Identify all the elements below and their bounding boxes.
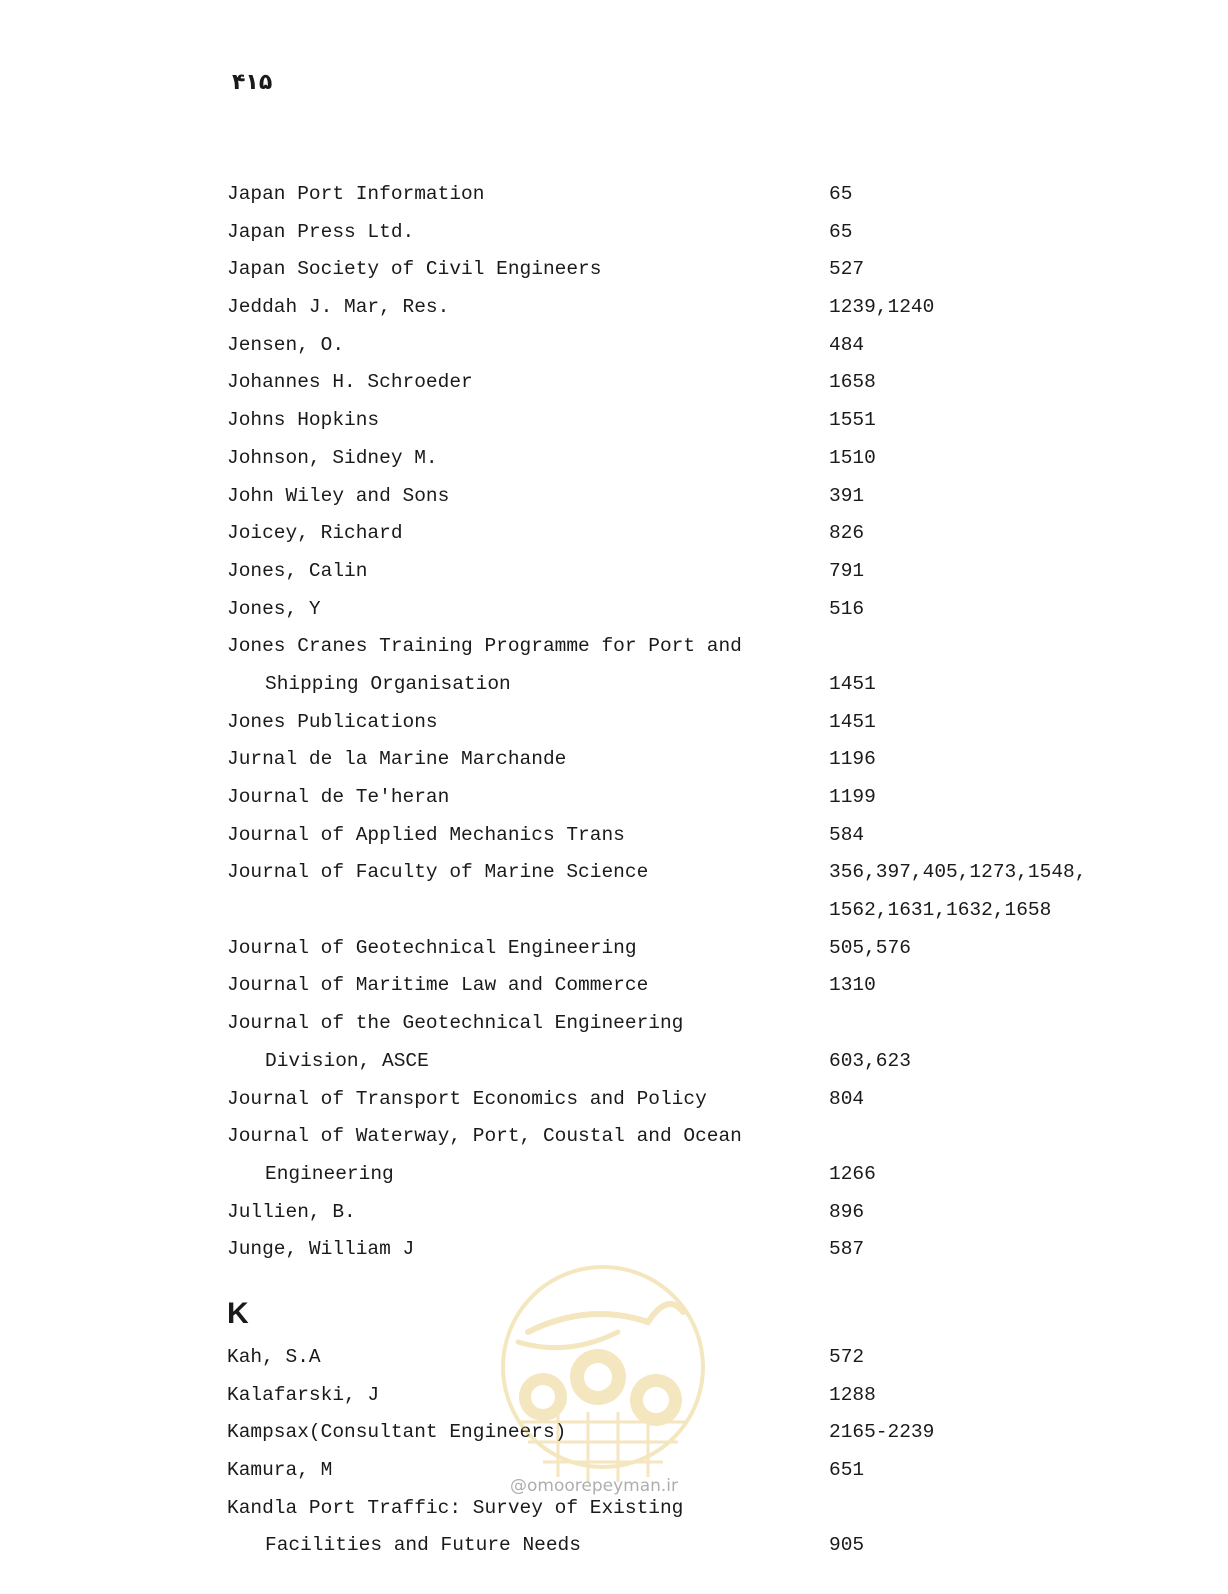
entry-pages: 651 (829, 1459, 865, 1481)
index-entry (227, 1081, 1147, 1119)
entry-name: Journal of Transport Economics and Policy (227, 1087, 707, 1110)
entry-pages: 804 (829, 1087, 865, 1110)
index-entry (227, 1339, 1147, 1377)
entry-name: Jones Cranes Training Programme for Port and (227, 635, 742, 658)
index-entry (227, 327, 1147, 365)
entry-name: Journal of Maritime Law and Commerce (227, 974, 649, 997)
index-entry (227, 591, 1147, 629)
index-entry (227, 1527, 1147, 1565)
entry-name: Jones, Calin (227, 559, 368, 582)
index-entry (227, 628, 1147, 666)
entry-pages: 356,397,405,1273,1548, (829, 861, 1087, 884)
index-entry (227, 854, 1147, 892)
entry-pages: 1199 (829, 786, 876, 808)
entry-pages: 505,576 (829, 936, 911, 959)
entry-name: Japan Press Ltd. (227, 220, 415, 243)
entry-name: Junge, William J (227, 1238, 415, 1261)
entry-pages: 1451 (829, 672, 876, 695)
entry-name: Johns Hopkins (227, 409, 380, 432)
entry-name: Journal of the Geotechnical Engineering (227, 1012, 684, 1035)
index-entry (227, 440, 1147, 478)
entry-pages: 572 (829, 1345, 865, 1368)
entry-pages: 826 (829, 522, 865, 545)
index-entry (227, 1377, 1147, 1415)
index-entry (227, 364, 1147, 402)
entry-pages: 527 (829, 258, 865, 281)
index-entry (227, 478, 1147, 516)
entry-name: Joicey, Richard (227, 522, 403, 545)
entry-pages: 791 (829, 559, 865, 582)
entry-pages: 1196 (829, 748, 876, 771)
section-heading-k: K (227, 1296, 249, 1330)
index-entry (227, 1194, 1147, 1232)
index-entry (227, 1414, 1147, 1452)
entry-pages: 2165-2239 (829, 1421, 935, 1444)
entry-pages: 65 (829, 183, 853, 205)
index-section-j (227, 176, 1147, 1269)
index-entry (227, 1043, 1147, 1081)
index-entry (227, 176, 1147, 214)
entry-pages: 1288 (829, 1383, 876, 1406)
entry-name: Kamura, M (227, 1459, 333, 1481)
entry-name: Engineering (265, 1162, 394, 1185)
entry-name: Kah, S.A (227, 1345, 321, 1368)
entry-name: Johannes H. Schroeder (227, 371, 473, 394)
entry-name: Journal de Te'heran (227, 786, 450, 808)
entry-name: Jullien, B. (227, 1200, 356, 1223)
entry-name: Jones Publications (227, 710, 438, 733)
index-entry (227, 402, 1147, 440)
index-entry (227, 1118, 1147, 1156)
entry-name: Journal of Waterway, Port, Coustal and Ocean (227, 1125, 742, 1148)
entry-name: Japan Society of Civil Engineers (227, 258, 602, 281)
entry-name: Facilities and Future Needs (265, 1534, 581, 1557)
entry-name: Jones, Y (227, 597, 321, 620)
index-entry (227, 289, 1147, 327)
entry-name: John Wiley and Sons (227, 484, 450, 507)
index-section-k (227, 1339, 1147, 1565)
page-number: ۴۱۵ (232, 70, 273, 95)
index-entry (227, 741, 1147, 779)
entry-name: Journal of Applied Mechanics Trans (227, 823, 625, 846)
entry-name: Kalafarski, J (227, 1383, 380, 1406)
entry-pages: 516 (829, 597, 865, 620)
index-entry (227, 1452, 1147, 1490)
entry-pages: 1266 (829, 1162, 876, 1185)
entry-pages: 587 (829, 1238, 865, 1261)
entry-pages: 391 (829, 484, 865, 507)
entry-pages: 1451 (829, 710, 876, 733)
index-entry (227, 892, 1147, 930)
entry-name: Kampsax(Consultant Engineers) (227, 1421, 567, 1444)
index-entry (227, 817, 1147, 855)
index-list (227, 176, 1147, 1565)
index-entry (227, 1005, 1147, 1043)
entry-pages: 1239,1240 (829, 296, 935, 319)
entry-pages: 1562,1631,1632,1658 (829, 899, 1052, 922)
watermark-text: @omoorepeyman.ir (510, 1476, 679, 1496)
entry-pages: 603,623 (829, 1049, 911, 1072)
entry-name: Kandla Port Traffic: Survey of Existing (227, 1496, 684, 1519)
index-entry (227, 1490, 1147, 1528)
index-entry (227, 666, 1147, 704)
index-entry (227, 967, 1147, 1005)
entry-pages: 584 (829, 823, 865, 846)
entry-name: Jurnal de la Marine Marchande (227, 748, 567, 771)
entry-pages: 1510 (829, 446, 876, 469)
entry-name: Shipping Organisation (265, 672, 511, 695)
index-entry (227, 1231, 1147, 1269)
entry-name: Journal of Faculty of Marine Science (227, 861, 649, 884)
entry-name: Division, ASCE (265, 1049, 429, 1072)
index-entry (227, 251, 1147, 289)
entry-pages: 65 (829, 220, 853, 243)
index-entry (227, 214, 1147, 252)
entry-pages: 1551 (829, 409, 876, 432)
index-entry (227, 930, 1147, 968)
entry-name: Journal of Geotechnical Engineering (227, 936, 637, 959)
entry-pages: 896 (829, 1200, 865, 1223)
entry-name: Japan Port Information (227, 183, 485, 205)
entry-pages: 1310 (829, 974, 876, 997)
entry-pages: 905 (829, 1534, 865, 1557)
entry-pages: 1658 (829, 371, 876, 394)
entry-name: Jeddah J. Mar, Res. (227, 296, 450, 319)
index-entry (227, 779, 1147, 817)
index-entry (227, 553, 1147, 591)
entry-pages: 484 (829, 333, 865, 356)
entry-name: Johnson, Sidney M. (227, 446, 438, 469)
index-entry (227, 704, 1147, 742)
index-entry (227, 1156, 1147, 1194)
index-entry (227, 515, 1147, 553)
entry-name: Jensen, O. (227, 333, 345, 356)
